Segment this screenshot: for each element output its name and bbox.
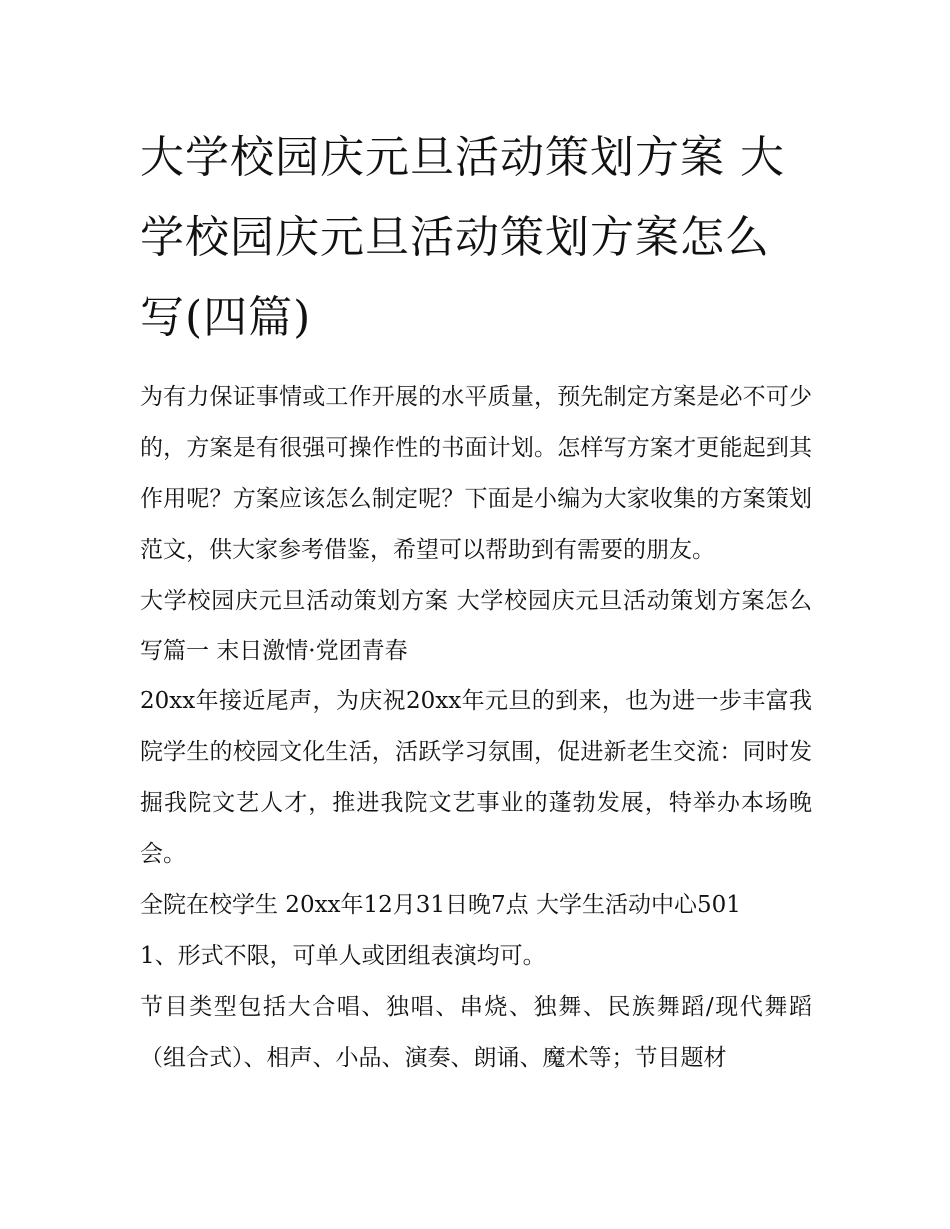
document-page xyxy=(140,118,812,1084)
document-title: 大学校园庆元旦活动策划方案 大学校园庆元旦活动策划方案怎么写(四篇) xyxy=(140,132,785,343)
form-rule-paragraph: 1、形式不限，可单人或团组表演均可。 xyxy=(140,943,546,969)
section-heading-paragraph: 大学校园庆元旦活动策划方案 大学校园庆元旦活动策划方案怎么写篇一 末日激情·党团青春 xyxy=(140,588,812,664)
program-types-paragraph: 节目类型包括大合唱、独唱、串烧、独舞、民族舞蹈/现代舞蹈（组合式）、相声、小品、演奏、朗诵、魔术等；节目题材 xyxy=(140,994,812,1071)
background-paragraph: 20xx年接近尾声，为庆祝20xx年元旦的到来，也为进一步丰富我院学生的校园文化生活，活跃学习氛围，促进新老生交流：同时发掘我院文艺人才，推进我院文艺事业的蓬勃发展，特举办本场晚会。 xyxy=(140,688,812,867)
intro-paragraph: 为有力保证事情或工作开展的水平质量，预先制定方案是必不可少的，方案是有很强可操作性的书面计划。怎样写方案才更能起到其作用呢？方案应该怎么制定呢？下面是小编为大家收集的方案策划范文，供大家参考借鉴，希望可以帮助到有需要的朋友。 xyxy=(140,384,812,563)
participants-time-venue-paragraph: 全院在校学生 20xx年12月31日晚7点 大学生活动中心501 xyxy=(140,892,741,918)
